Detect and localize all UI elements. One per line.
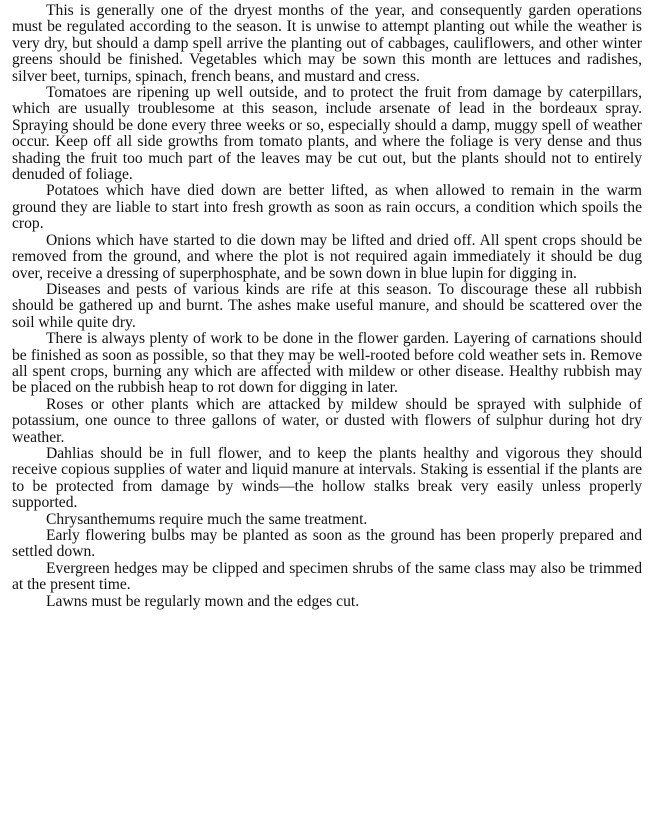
paragraph-dry-month: This is generally one of the dryest months of the year, and consequently garden operations must be regulated according to the season. It is unwise to attempt planting out while the weather is very dry, but should a damp spell arrive the planting out of cabbages, cauliflowers, and other winter greens should be finished. Vegetables which may be sown this month are lettuces and radishes, silver beet, turnips, spinach, french beans, and mustard and cress. (12, 2, 642, 85)
paragraph-lawns: Lawns must be regularly mown and the edges cut. (46, 592, 360, 610)
paragraph-bulbs: Early flowering bulbs may be planted as soon as the ground has been properly prepared and settled down. (12, 527, 642, 561)
paragraph-onions: Onions which have started to die down may be lifted and dried off. All spent crops should be removed from the ground, and where the plot is not required again immediately it should be dug over, receive a dressing of superphosphate, and be sown down in blue lupin for digging in. (12, 231, 642, 282)
paragraph-chrysanthemums: Chrysanthemums require much the same treatment. (46, 510, 368, 528)
paragraph-roses-mildew: Roses or other plants which are attacked by mildew should be sprayed with sulphide of potassium, one ounce to three gallons of water, or dusted with flowers of sulphur during hot dry weather. (12, 395, 642, 446)
paragraph-flower-garden: There is always plenty of work to be done in the flower garden. Layering of carnations should be finished as soon as possible, so that they may be well-rooted before cold weather sets in. Remove all spent crops, burning any which are affected with mildew or other disease. Healthy rubbish may be placed on the rubbish heap to rot down for digging in later. (12, 330, 642, 397)
paragraph-tomatoes: Tomatoes are ripening up well outside, and to protect the fruit from damage by caterpillars, which are usually troublesome at this season, include arsenate of lead in the bordeaux spray. Spraying should be done every three weeks or so, especially should a damp, muggy spell of weather occur. Keep off all side growths from tomato plants, and where the foliage is very dense and thus shading the fruit too much part of the leaves may be cut out, but the plants should not to entirely denuded of foliage. (12, 84, 642, 184)
article-column (12, 3, 642, 610)
paragraph-dahlias: Dahlias should be in full flower, and to keep the plants healthy and vigorous they should receive copious supplies of water and liquid manure at intervals. Staking is essential if the plants are to be protected from damage by winds—the hollow stalks break very easily unless properly supported. (12, 444, 642, 512)
paragraph-hedges: Evergreen hedges may be clipped and specimen shrubs of the same class may also be trimmed at the present time. (12, 559, 642, 594)
paragraph-potatoes: Potatoes which have died down are better lifted, as when allowed to remain in the warm ground they are liable to start into fresh growth as soon as rain occurs, a condition which spoils the crop. (12, 182, 642, 233)
paragraph-diseases-pests: Diseases and pests of various kinds are rife at this season. To discourage these all rubbish should be gathered up and burnt. The ashes make useful manure, and should be scattered over the soil while quite dry. (12, 280, 642, 331)
